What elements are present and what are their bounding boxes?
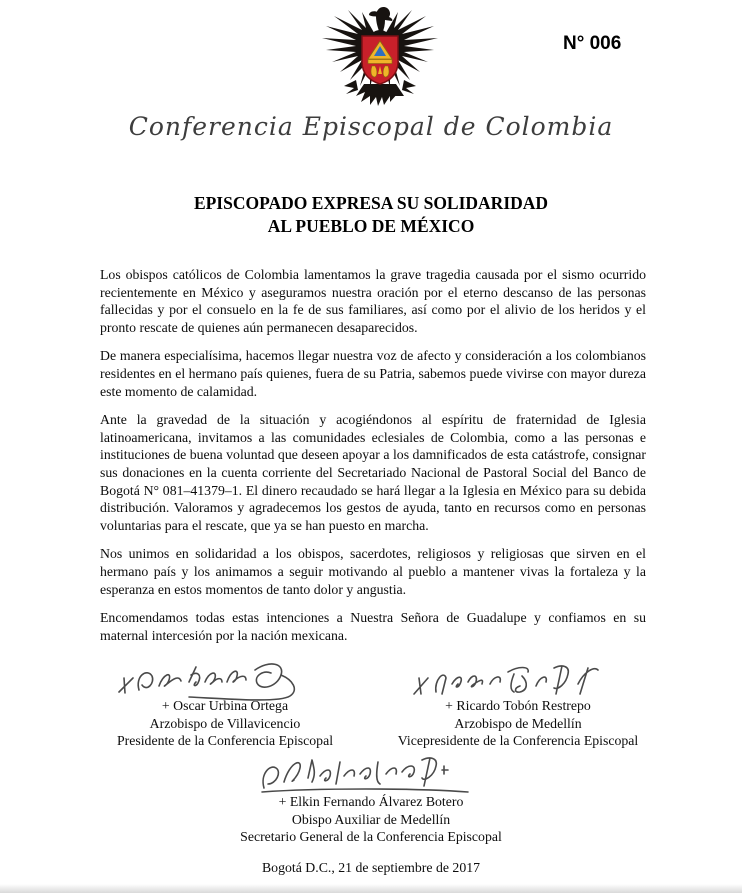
signer-name: + Elkin Fernando Álvarez Botero xyxy=(278,794,464,809)
document-title xyxy=(0,192,742,238)
signer-name: + Ricardo Tobón Restrepo xyxy=(445,698,591,713)
signature-block-president xyxy=(88,658,362,750)
body-paragraph: Encomendamos todas estas intenciones a Nuestra Señora de Guadalupe y confiamos en su maternal intercesión por la nación mexicana. xyxy=(100,610,646,643)
signer-role-1: Arzobispo de Medellín xyxy=(454,715,582,731)
episcopal-conference-crest-icon xyxy=(318,2,442,106)
signer-role-2: Presidente de la Conferencia Episcopal xyxy=(116,733,334,749)
signer-name: + Oscar Urbina Ortega xyxy=(161,698,289,713)
body-paragraph: Nos unimos en solidaridad a los obispos, sacerdotes, religiosos y religiosas que sirven en el hermano país y los animamos a seguir motivando al pueblo a mantener vivas la fortaleza y la esperanza en estos momentos de tanto dolor y angustia. xyxy=(100,546,646,597)
dateline: Bogotá D.C., 21 de septiembre de 2017 xyxy=(261,860,481,875)
body-paragraph: Ante la gravedad de la situación y acogiéndonos al espíritu de fraternidad de Iglesia latinoamericana, invitamos a las comunidades eclesiales de Colombia, como a las personas e instituciones de buena voluntad que deseen apoyar a los damnificados de esta catástrofe, consignar sus donaciones en la cuenta corriente del Secretariado Nacional de Pastoral Social del Banco de Bogotá N° 081–41379–1. El dinero recaudado se hará llegar a la Iglesia en México para su debida distribución. Valoramos y agradecemos los gestos de ayuda, tanto en recursos como en personas voluntarias para el rescate, que ya se han puesto en marcha. xyxy=(100,412,646,533)
letter-body xyxy=(100,266,646,655)
signer-role-2: Secretario General de la Conferencia Episcopal xyxy=(240,829,502,845)
document-title-line2: AL PUEBLO DE MÉXICO xyxy=(267,216,475,236)
page-bottom-shadow xyxy=(0,884,742,893)
signer-role-1: Obispo Auxiliar de Medellín xyxy=(291,811,451,827)
document-title-line1: EPISCOPADO EXPRESA SU SOLIDARIDAD xyxy=(193,193,549,213)
body-paragraph: Los obispos católicos de Colombia lamentamos la grave tragedia causada por el sismo ocurrido recientemente en México y aseguramos nuestra oración por el eterno descanso de las personas fallecidas y por el consuelo en la fe de sus familiares, así como por el alivio de los heridos y el pronto rescate de quienes aún permanecen desaparecidos. xyxy=(100,267,646,335)
organization-script-title: Conferencia Episcopal de Colombia xyxy=(128,112,614,141)
signer-role-1: Arzobispo de Villavicencio xyxy=(149,715,301,731)
signer-role-2: Vicepresidente de la Conferencia Episcopal xyxy=(397,733,639,749)
signature-block-secretary xyxy=(216,756,526,846)
document-number: N° 006 xyxy=(563,33,622,54)
body-paragraph: De manera especialísima, hacemos llegar nuestra voz de afecto y consideración a los colombianos residentes en el hermano país quienes, fuera de su Patria, sabemos puede vivirse con mayor dureza este momento de calamidad. xyxy=(100,348,646,399)
signature-block-vicepresident xyxy=(368,658,668,750)
